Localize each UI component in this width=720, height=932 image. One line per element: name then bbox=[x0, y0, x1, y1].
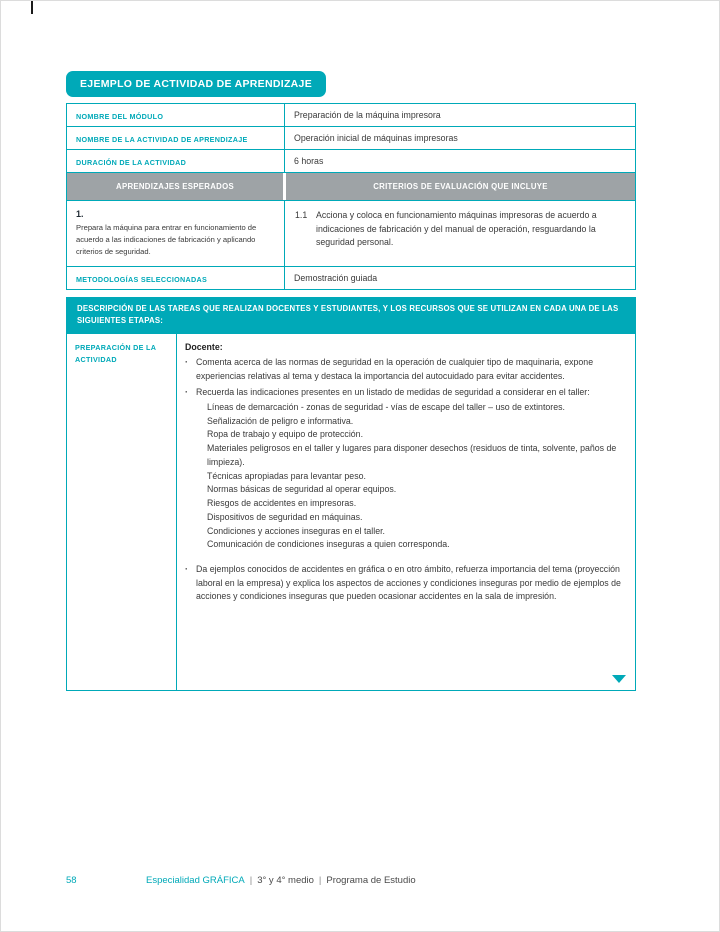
bullet-text: Da ejemplos conocidos de accidentes en gráfica o en otro ámbito, refuerza importancia del tema (proyección laboral en la empresa) y explica los aspectos de acciones y condiciones inseguras por medio de ejemplos de acciones y condiciones inseguras que pueden ocasionar accidentes en la sala de impresión. bbox=[196, 563, 621, 602]
table-row-methodology bbox=[67, 266, 635, 289]
list-item: Señalización de peligro e informativa. bbox=[207, 415, 354, 426]
tasks-description-band: DESCRIPCIÓN DE LAS TAREAS QUE REALIZAN DOCENTES Y ESTUDIANTES, Y LOS RECURSOS QUE SE UTILIZAN EN CADA UNA DE LAS SIGUIENTES ETAPAS: bbox=[67, 298, 635, 334]
evaluation-criteria-cell bbox=[285, 201, 635, 266]
matrix-content-row bbox=[67, 200, 635, 266]
expected-learning-cell bbox=[67, 201, 285, 266]
footer-specialty: Especialidad GRÁFICA bbox=[146, 875, 245, 886]
row-label: DURACIÓN DE LA ACTIVIDAD bbox=[67, 150, 285, 172]
bullet-item bbox=[185, 386, 621, 400]
role-heading: Docente: bbox=[185, 341, 223, 352]
main-content bbox=[66, 71, 636, 691]
row-label: METODOLOGÍAS SELECCIONADAS bbox=[67, 267, 285, 289]
list-item: Líneas de demarcación - zonas de seguridad - vías de escape del taller – uso de extintores. bbox=[207, 402, 565, 413]
list-item: Condiciones y acciones inseguras en el taller. bbox=[207, 525, 385, 536]
matrix-header-row bbox=[67, 172, 635, 200]
list-item: Dispositivos de seguridad en máquinas. bbox=[207, 511, 363, 522]
bullet-text: Comenta acerca de las normas de seguridad en la operación de cualquier tipo de maquinaria, expone experiencias relativas al tema y destaca la importancia del autocuidado para evitar accidentes. bbox=[196, 356, 594, 381]
row-label: NOMBRE DEL MÓDULO bbox=[67, 104, 285, 126]
preparation-content bbox=[177, 334, 635, 690]
list-item: Comunicación de condiciones inseguras a quien corresponda. bbox=[207, 539, 450, 550]
bullet-marker-icon bbox=[185, 563, 196, 604]
table-row-activity-name bbox=[67, 126, 635, 149]
continuation-triangle-down-icon bbox=[612, 675, 626, 683]
page-trim-mark bbox=[31, 1, 33, 14]
criterion-item bbox=[295, 209, 625, 250]
criterion-number: 1.1 bbox=[295, 210, 308, 220]
footer-separator: | bbox=[318, 875, 322, 886]
row-value: 6 horas bbox=[294, 156, 324, 166]
table-row-duration bbox=[67, 149, 635, 172]
bullet-marker-icon bbox=[185, 356, 196, 383]
list-item: Normas básicas de seguridad al operar equipos. bbox=[207, 484, 397, 495]
bullet-text: Recuerda las indicaciones presentes en un listado de medidas de seguridad a considerar en el taller: bbox=[196, 387, 590, 398]
preparation-row bbox=[67, 334, 635, 690]
safety-measures-list bbox=[207, 401, 621, 552]
list-item: Técnicas apropiadas para levantar peso. bbox=[207, 470, 366, 481]
footer-program: Programa de Estudio bbox=[326, 875, 416, 886]
section-gap bbox=[66, 290, 636, 297]
document-title-badge: EJEMPLO DE ACTIVIDAD DE APRENDIZAJE bbox=[66, 71, 326, 97]
row-value: Operación inicial de máquinas impresoras bbox=[294, 133, 458, 143]
expected-learning-header: APRENDIZAJES ESPERADOS bbox=[67, 173, 286, 200]
bullet-marker-icon bbox=[185, 386, 196, 400]
footer-separator: | bbox=[249, 875, 253, 886]
bullet-item bbox=[185, 563, 621, 604]
page-footer bbox=[66, 875, 416, 886]
list-item: Materiales peligrosos en el taller y lugares para disponer desechos (residuos de tinta, solvente, paños de limpieza). bbox=[207, 443, 617, 467]
criterion-text: Acciona y coloca en funcionamiento máquinas impresoras de acuerdo a indicaciones de fabricación y del manual de operación, resguardando la seguridad personal. bbox=[316, 210, 597, 248]
row-label: NOMBRE DE LA ACTIVIDAD DE APRENDIZAJE bbox=[67, 127, 285, 149]
list-item: Riesgos de accidentes en impresoras. bbox=[207, 498, 357, 509]
bullet-item bbox=[185, 356, 621, 383]
evaluation-criteria-header: CRITERIOS DE EVALUACIÓN QUE INCLUYE bbox=[286, 173, 635, 200]
table-row-module bbox=[67, 104, 635, 126]
preparation-stage-label: PREPARACIÓN DE LA ACTIVIDAD bbox=[67, 334, 177, 690]
page-number: 58 bbox=[66, 875, 77, 886]
activity-table bbox=[66, 103, 636, 290]
expected-learning-number: 1. bbox=[76, 209, 84, 219]
expected-learning-text: Prepara la máquina para entrar en funcionamiento de acuerdo a las indicaciones de fabricación y aplicando criterios de seguridad. bbox=[76, 223, 257, 256]
footer-grade: 3° y 4° medio bbox=[257, 875, 314, 886]
tasks-section bbox=[66, 297, 636, 691]
row-value: Demostración guiada bbox=[294, 272, 378, 283]
row-value: Preparación de la máquina impresora bbox=[294, 110, 441, 120]
list-item: Ropa de trabajo y equipo de protección. bbox=[207, 429, 364, 440]
